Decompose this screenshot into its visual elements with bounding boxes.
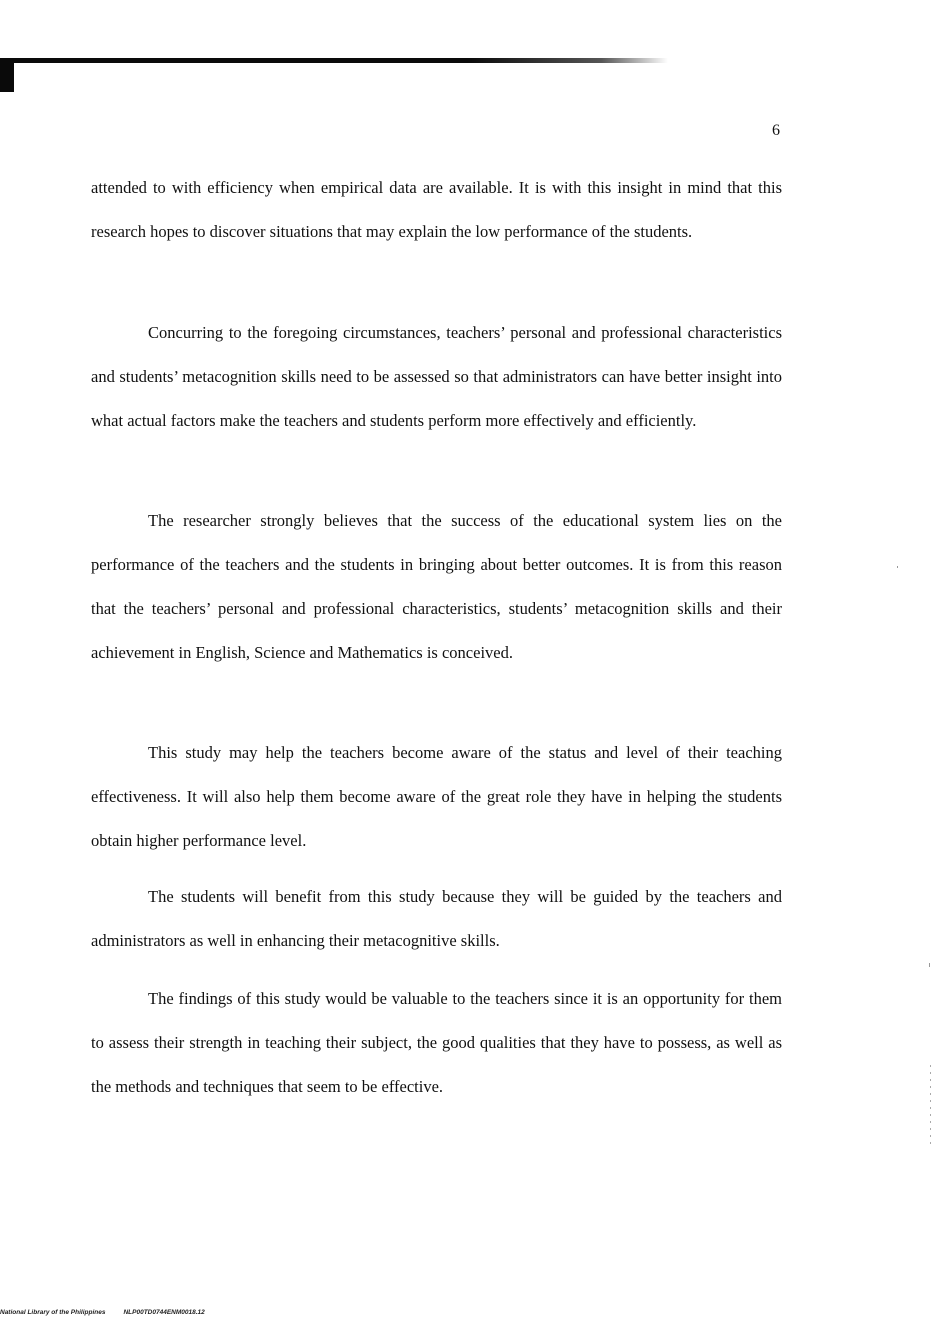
scan-edge-noise <box>930 1065 931 1145</box>
paragraph-5: The students will benefit from this study because they will be guided by the teachers and administrators as well in enhancing their metacognitive skills. <box>91 887 782 950</box>
paragraph-6: The findings of this study would be valuable to the teachers since it is an opportunity for them to assess their strength in teaching their subject, the good qualities that they have to possess, as well as the methods and techniques that seem to be effective. <box>91 989 782 1096</box>
paragraph-1: attended to with efficiency when empirical data are available. It is with this insight in mind that this research hopes to discover situations that may explain the low performance of the students. <box>91 178 782 241</box>
paragraph-3: The researcher strongly believes that the success of the educational system lies on the performance of the teachers and the students in bringing about better outcomes. It is from this reason that the teachers’ personal and professional characteristics, students’ metacognition skills and their achievement in English, Science and Mathematics is conceived. <box>91 511 782 662</box>
page-number: 6 <box>772 122 780 139</box>
footer-library: National Library of the Philippines <box>0 1309 106 1316</box>
scan-speck <box>897 566 898 568</box>
scan-speck <box>929 963 930 967</box>
paragraph-2: Concurring to the foregoing circumstances, teachers’ personal and professional characteristics and students’ metacognition skills need to be assessed so that administrators can have better insight into what actual factors make the teachers and students perform more effectively and efficiently. <box>91 323 782 430</box>
footer-document-id: NLP00TD0744ENM0018.12 <box>123 1309 205 1316</box>
footer-watermark <box>0 1309 205 1316</box>
scan-corner-mark <box>0 62 14 92</box>
scan-top-rule <box>0 58 668 63</box>
paragraph-4: This study may help the teachers become aware of the status and level of their teaching effectiveness. It will also help them become aware of the great role they have in helping the students obtain higher performance level. <box>91 743 782 850</box>
